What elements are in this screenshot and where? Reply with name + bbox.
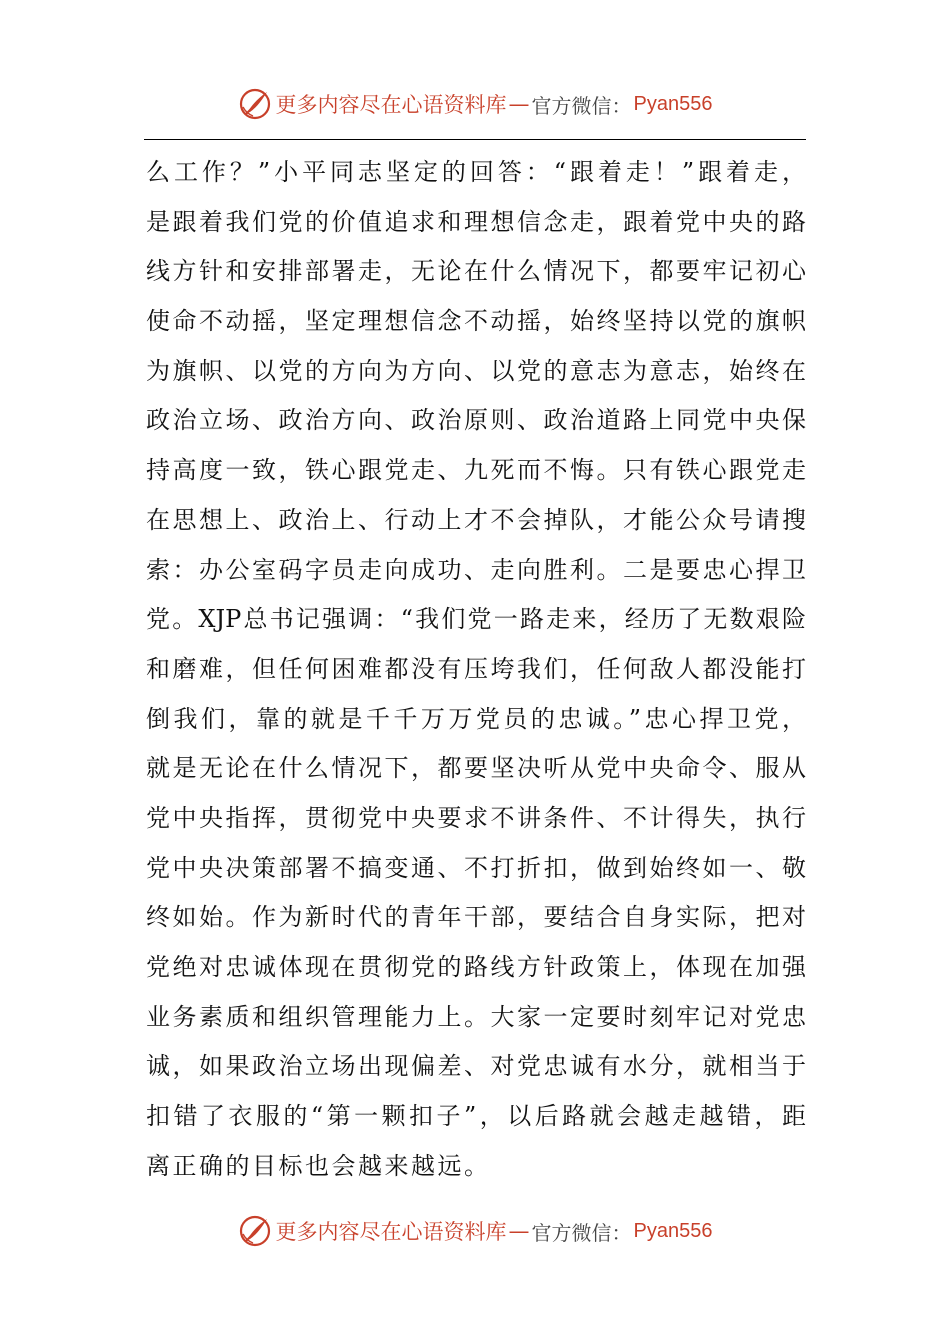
body-line: 党中央指挥，贯彻党中央要求不讲条件、不计得失，执行 <box>146 803 806 832</box>
body-line: 持高度一致，铁心跟党走、九死而不悔。只有铁心跟党走 <box>146 456 806 485</box>
body-line: 业务素质和组织管理能力上。大家一定要时刻牢记对党忠 <box>146 1002 806 1031</box>
header-banner <box>0 84 950 124</box>
body-line: 和磨难，但任何困难都没有压垮我们，任何敌人都没能打 <box>146 654 806 683</box>
body-line: 党。XJP总书记强调：“我们党一路走来，经历了无数艰险 <box>146 605 806 634</box>
document-body <box>146 148 806 1191</box>
banner-dash: — <box>508 1219 530 1243</box>
body-line: 使命不动摇，坚定理想信念不动摇，始终坚持以党的旗帜 <box>146 307 806 336</box>
body-line: 倒我们，靠的就是千千万万党员的忠诚。”忠心捍卫党， <box>146 704 806 733</box>
body-line: 么工作？”小平同志坚定的回答：“跟着走！”跟着走， <box>146 158 806 186</box>
body-line: 就是无论在什么情况下，都要坚决听从党中央命令、服从 <box>146 754 806 783</box>
banner-subtitle: 官方微信： <box>531 93 632 118</box>
body-line: 党中央决策部署不搞变通、不打折扣，做到始终如一、敬 <box>146 853 806 882</box>
footer-banner <box>0 1211 950 1251</box>
banner-wechat-id: Pyan556 <box>633 92 713 115</box>
body-line: 为旗帜、以党的方向为方向、以党的意志为意志，始终在 <box>146 356 806 385</box>
body-line: 党绝对忠诚体现在贯彻党的路线方针政策上，体现在加强 <box>146 953 806 981</box>
body-line: 政治立场、政治方向、政治原则、政治道路上同党中央保 <box>146 406 806 435</box>
body-line: 是跟着我们党的价值追求和理想信念走，跟着党中央的路 <box>146 207 806 236</box>
quill-pen-logo-icon <box>238 1214 272 1248</box>
banner-dash: — <box>508 92 530 116</box>
banner-wechat-id: Pyan556 <box>633 1219 713 1242</box>
body-line: 索：办公室码字员走向成功、走向胜利。二是要忠心捍卫 <box>146 555 806 584</box>
body-line: 在思想上、政治上、行动上才不会掉队，才能公众号请搜 <box>146 505 806 534</box>
header-divider <box>144 139 806 140</box>
quill-pen-logo-icon <box>238 87 272 121</box>
body-line: 诚，如果政治立场出现偏差、对党忠诚有水分，就相当于 <box>146 1052 806 1081</box>
banner-title: 更多内容尽在心语资料库 <box>275 93 507 117</box>
body-line: 扣错了衣服的“第一颗扣子”，以后路就会越走越错，距 <box>146 1102 806 1131</box>
banner-title: 更多内容尽在心语资料库 <box>275 1220 507 1244</box>
body-line: 终如始。作为新时代的青年干部，要结合自身实际，把对 <box>146 903 806 932</box>
banner-subtitle: 官方微信： <box>531 1220 632 1245</box>
body-line: 线方针和安排部署走，无论在什么情况下，都要牢记初心 <box>146 257 806 286</box>
body-line: 离正确的目标也会越来越远。 <box>146 1151 491 1180</box>
